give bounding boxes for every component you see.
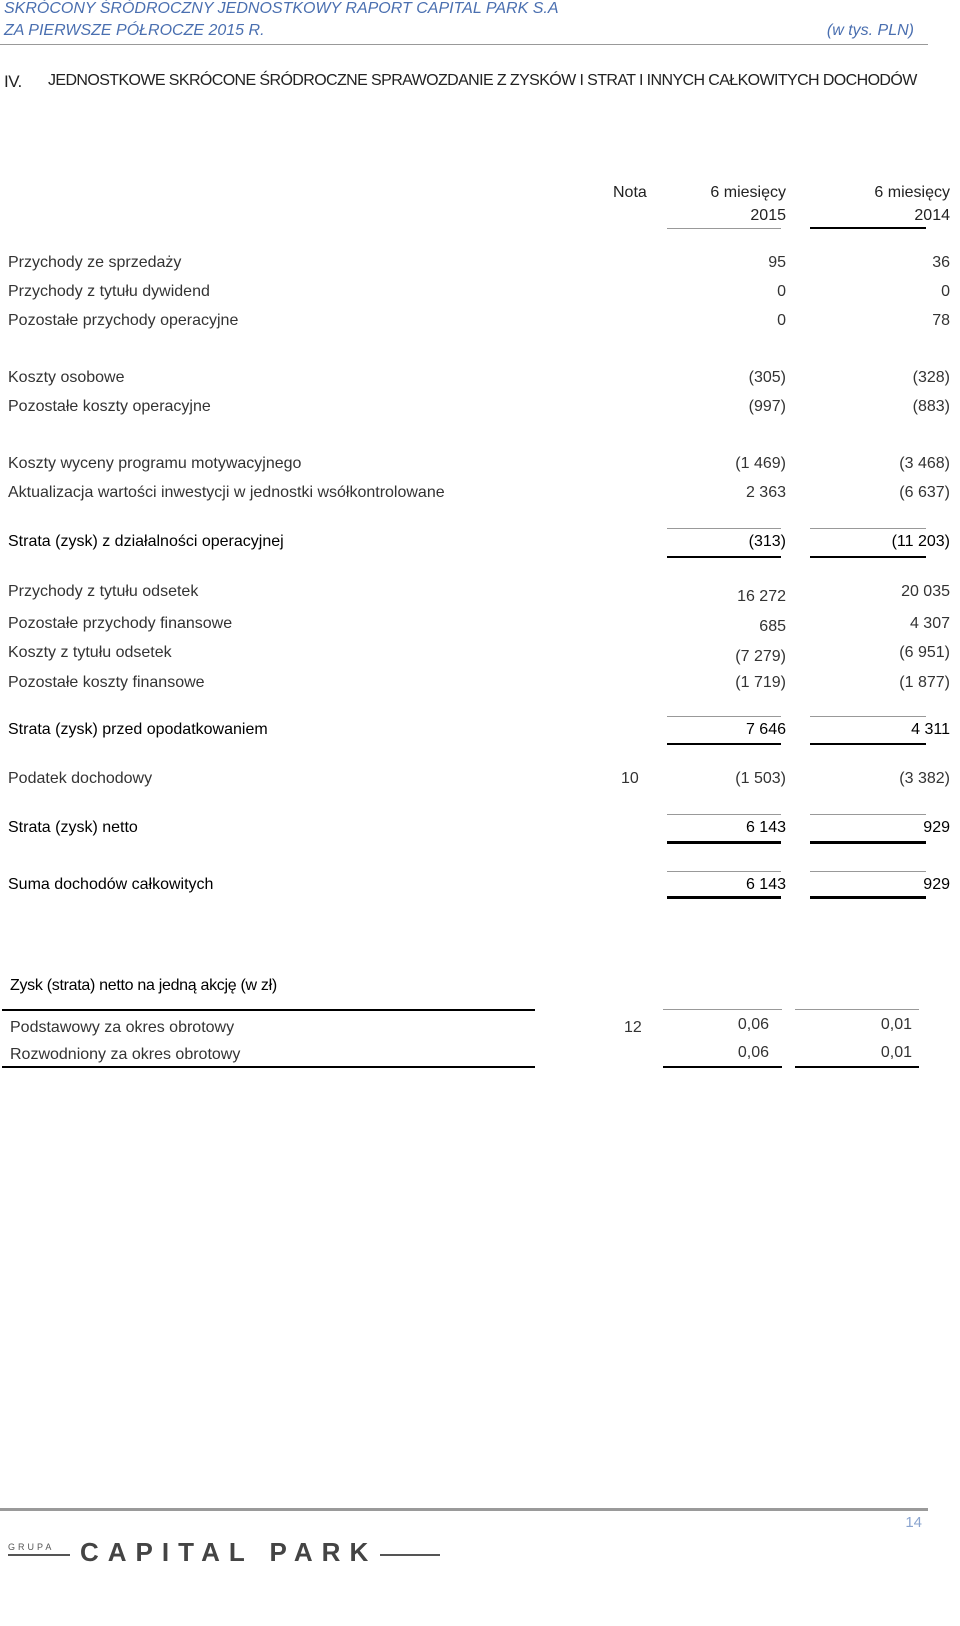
row-label: Pozostałe koszty finansowe <box>8 674 205 691</box>
value-2014: 36 <box>932 254 950 271</box>
eps-bottom-rule-2015 <box>663 1066 782 1068</box>
total-rule-2015 <box>667 896 781 899</box>
col-nota-header: Nota <box>613 184 647 201</box>
value-2015: (305) <box>748 369 786 386</box>
value-2014: 4 307 <box>909 615 950 632</box>
total-rule-2014 <box>810 896 926 899</box>
value-2015: 7 646 <box>745 721 786 738</box>
subtotal-rule-2015 <box>667 871 781 872</box>
section-number: IV. <box>4 72 22 91</box>
value-2015: 16 272 <box>737 588 786 605</box>
row-label: Podatek dochodowy <box>8 770 153 787</box>
col-2015-header-rule <box>667 228 781 229</box>
value-2015: (997) <box>748 398 786 415</box>
subtotal-rule-2014 <box>810 716 926 717</box>
total-rule-2015 <box>667 743 781 745</box>
value-2014: 929 <box>923 819 950 836</box>
section-title: JEDNOSTKOWE SKRÓCONE ŚRÓDROCZNE SPRAWOZDANIE Z ZYSKÓW I STRAT I INNYCH CAŁKOWITYCH DOCHODÓW <box>48 72 917 89</box>
row-label: Pozostałe przychody finansowe <box>8 615 233 632</box>
row-label: Aktualizacja wartości inwestycji w jednostki wsółkontrolowane <box>8 484 445 501</box>
eps-bottom-rule-label <box>2 1066 535 1068</box>
total-rule-2014 <box>810 556 926 558</box>
value-2015: 6 143 <box>745 876 786 893</box>
value-2015: 95 <box>768 254 786 271</box>
value-2014: 78 <box>932 312 950 329</box>
eps-bottom-rule-2014 <box>795 1066 919 1068</box>
value-2014: (328) <box>912 369 950 386</box>
col-2015-header-year: 2015 <box>750 207 786 224</box>
col-2014-header-period: 6 miesięcy <box>874 184 950 201</box>
row-label: Koszty z tytułu odsetek <box>8 644 172 661</box>
value-2014: (1 877) <box>899 674 950 691</box>
report-title: SKRÓCONY ŚRÓDROCZNY JEDNOSTKOWY RAPORT CAPITAL PARK S.A <box>4 0 559 17</box>
value-2014: 4 311 <box>911 721 950 738</box>
row-label: Rozwodniony za okres obrotowy <box>10 1046 241 1063</box>
row-nota: 12 <box>624 1019 642 1036</box>
value-2014: (3 382) <box>899 770 950 787</box>
total-rule-2014 <box>810 841 926 844</box>
report-period: ZA PIERWSZE PÓŁROCZE 2015 R. <box>4 22 265 39</box>
eps-rule-2014 <box>795 1009 919 1010</box>
value-2015: (313) <box>748 533 786 550</box>
subtotal-rule-2014 <box>810 528 926 529</box>
page-number: 14 <box>905 1514 922 1531</box>
value-2015: (1 469) <box>735 455 786 472</box>
row-label: Strata (zysk) z działalności operacyjnej <box>8 533 284 550</box>
value-2014: 20 035 <box>901 583 950 600</box>
row-label: Koszty wyceny programu motywacyjnego <box>8 455 302 472</box>
value-2015: 0 <box>777 283 786 300</box>
total-rule-2014 <box>810 743 926 745</box>
subtotal-rule-2015 <box>667 716 781 717</box>
value-2014: 0 <box>941 283 950 300</box>
value-2015: 0 <box>777 312 786 329</box>
footer-divider <box>0 1508 928 1511</box>
subtotal-rule-2015 <box>667 528 781 529</box>
total-rule-2015 <box>667 556 781 558</box>
row-label: Przychody ze sprzedaży <box>8 254 182 271</box>
value-2014: 0,01 <box>880 1044 912 1061</box>
row-label: Suma dochodów całkowitych <box>8 876 214 893</box>
value-2015: 2 363 <box>745 484 786 501</box>
value-2014: (11 203) <box>891 533 950 550</box>
logo-right-rule <box>380 1554 440 1556</box>
subtotal-rule-2014 <box>810 814 926 815</box>
eps-title: Zysk (strata) netto na jedną akcję (w zł) <box>10 977 277 994</box>
value-2015: 0,06 <box>737 1044 769 1061</box>
value-2014: (6 951) <box>899 644 950 661</box>
value-2015: (7 279) <box>735 648 786 665</box>
company-logo: CAPITAL PARK <box>80 1537 378 1567</box>
header-divider <box>0 44 928 45</box>
value-2014: (6 637) <box>899 484 950 501</box>
value-2015: 6 143 <box>745 819 786 836</box>
col-2015-header-period: 6 miesięcy <box>710 184 786 201</box>
row-label: Pozostałe przychody operacyjne <box>8 312 239 329</box>
value-2015: 685 <box>759 618 786 635</box>
value-2014: (3 468) <box>899 455 950 472</box>
eps-rule-label <box>2 1009 535 1011</box>
logo-group-label: GRUPA <box>8 1542 55 1552</box>
row-label: Koszty osobowe <box>8 369 125 386</box>
currency-unit: (w tys. PLN) <box>826 22 914 39</box>
value-2015: (1 503) <box>735 770 786 787</box>
row-label: Strata (zysk) przed opodatkowaniem <box>8 721 268 738</box>
value-2015: (1 719) <box>735 674 786 691</box>
subtotal-rule-2014 <box>810 871 926 872</box>
value-2014: 0,01 <box>880 1016 912 1033</box>
row-label: Strata (zysk) netto <box>8 819 138 836</box>
row-nota: 10 <box>621 770 639 787</box>
value-2015: 0,06 <box>737 1016 769 1033</box>
logo-left-rule <box>8 1554 70 1556</box>
value-2014: (883) <box>912 398 950 415</box>
row-label: Przychody z tytułu odsetek <box>8 583 199 600</box>
row-label: Przychody z tytułu dywidend <box>8 283 210 300</box>
eps-rule-2015 <box>663 1009 782 1010</box>
col-2014-header-year: 2014 <box>914 207 950 224</box>
subtotal-rule-2015 <box>667 814 781 815</box>
total-rule-2015 <box>667 841 781 844</box>
col-2014-header-rule <box>810 227 926 229</box>
row-label: Podstawowy za okres obrotowy <box>10 1019 235 1036</box>
value-2014: 929 <box>923 876 950 893</box>
row-label: Pozostałe koszty operacyjne <box>8 398 211 415</box>
